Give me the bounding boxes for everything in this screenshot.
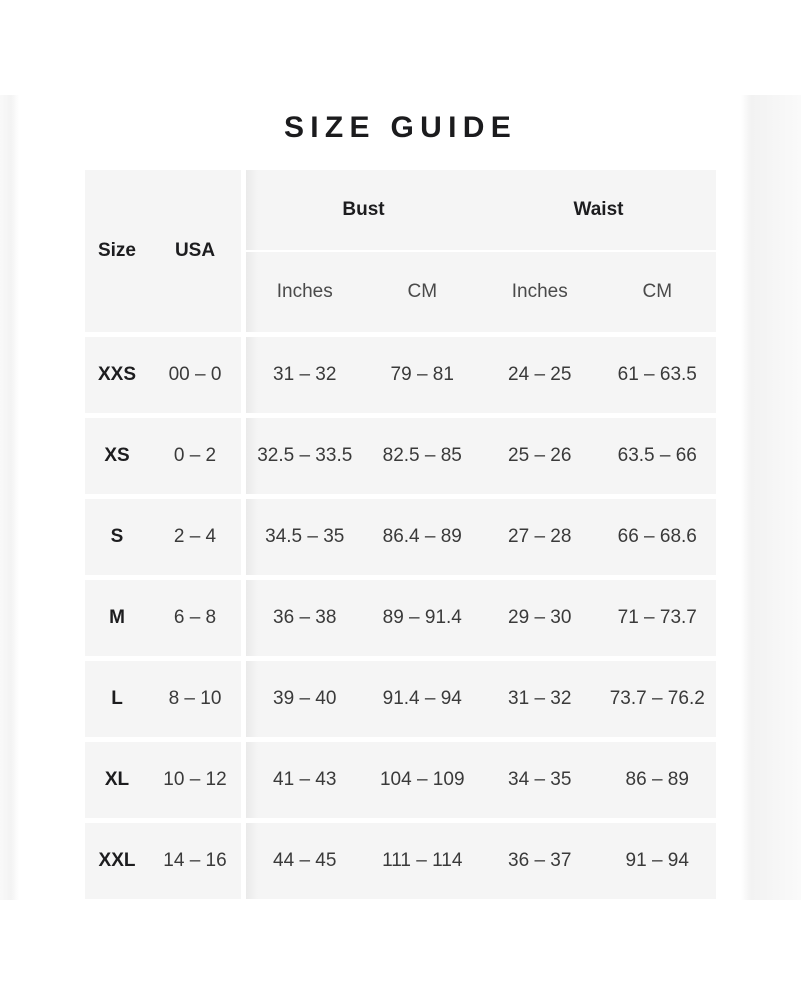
table-row-xl-measurements — [246, 742, 716, 818]
waist-inches-cell: 24 – 25 — [508, 364, 572, 385]
waist-cm-cell: 73.7 – 76.2 — [609, 688, 705, 709]
size-cell: L — [111, 688, 123, 709]
measurement-unit-header — [246, 252, 716, 332]
table-row-s-measurements — [246, 499, 716, 575]
bust-cm-cell: 91.4 – 94 — [382, 688, 462, 709]
usa-cell: 10 – 12 — [163, 769, 227, 790]
waist-inches-cell: 34 – 35 — [508, 769, 572, 790]
bust-inches-cell: 31 – 32 — [273, 364, 337, 385]
waist-inches-cell: 27 – 28 — [508, 526, 572, 547]
bust-inches-cell: 32.5 – 33.5 — [257, 445, 353, 466]
waist-cm-cell: 63.5 – 66 — [617, 445, 697, 466]
bust-cm-cell: 111 – 114 — [382, 850, 463, 871]
table-row-l-labels — [85, 661, 241, 737]
waist-cm-cell: 86 – 89 — [625, 769, 689, 790]
waist-cm-cell: 71 – 73.7 — [617, 607, 697, 628]
waist-cm-cell: 91 – 94 — [625, 850, 689, 871]
waist-group-header: Waist — [573, 199, 624, 220]
bust-cm-cell: 82.5 – 85 — [382, 445, 462, 466]
bust-inches-cell: 39 – 40 — [273, 688, 337, 709]
measurement-group-header — [246, 170, 716, 250]
size-usa-column-block — [85, 170, 241, 904]
waist-inches-cell: 25 – 26 — [508, 445, 572, 466]
page-title: SIZE GUIDE — [283, 111, 518, 144]
waist-inches-cell: 36 – 37 — [508, 850, 572, 871]
waist-inches-header: Inches — [511, 281, 568, 302]
usa-cell: 2 – 4 — [173, 526, 217, 547]
adjacent-slide-right-strip — [741, 95, 801, 900]
measurements-scroll-area[interactable] — [246, 170, 716, 904]
bust-cm-cell: 89 – 91.4 — [382, 607, 462, 628]
size-cell: M — [109, 607, 125, 628]
table-row-xxs-labels — [85, 337, 241, 413]
bust-inches-cell: 34.5 – 35 — [265, 526, 345, 547]
table-row-m-labels — [85, 580, 241, 656]
measurement-rows — [246, 337, 716, 899]
size-usa-header — [85, 170, 241, 332]
bust-cm-cell: 86.4 – 89 — [382, 526, 462, 547]
table-row-xl-labels — [85, 742, 241, 818]
adjacent-slide-left-strip — [0, 95, 19, 900]
bust-group-header: Bust — [342, 199, 385, 220]
bust-cm-cell: 104 – 109 — [379, 769, 465, 790]
bust-inches-cell: 44 – 45 — [273, 850, 337, 871]
bust-cm-cell: 79 – 81 — [390, 364, 454, 385]
size-usa-rows — [85, 337, 241, 899]
table-row-m-measurements — [246, 580, 716, 656]
waist-inches-cell: 29 – 30 — [508, 607, 572, 628]
size-cell: XXS — [97, 364, 137, 385]
table-row-xxl-measurements — [246, 823, 716, 899]
usa-cell: 14 – 16 — [163, 850, 227, 871]
size-column-header: Size — [97, 240, 137, 261]
size-guide-table — [85, 170, 716, 904]
size-cell: XS — [104, 445, 130, 466]
usa-column-header: USA — [174, 240, 216, 261]
usa-cell: 8 – 10 — [168, 688, 222, 709]
waist-cm-cell: 61 – 63.5 — [617, 364, 697, 385]
usa-cell: 00 – 0 — [168, 364, 222, 385]
table-row-xxl-labels — [85, 823, 241, 899]
usa-cell: 0 – 2 — [173, 445, 217, 466]
waist-cm-cell: 66 – 68.6 — [617, 526, 697, 547]
bust-cm-header: CM — [407, 281, 438, 302]
usa-cell: 6 – 8 — [173, 607, 217, 628]
table-row-xs-measurements — [246, 418, 716, 494]
size-cell: XXL — [98, 850, 136, 871]
table-row-s-labels — [85, 499, 241, 575]
waist-inches-cell: 31 – 32 — [508, 688, 572, 709]
bust-inches-cell: 36 – 38 — [273, 607, 337, 628]
table-row-xs-labels — [85, 418, 241, 494]
size-cell: XL — [104, 769, 130, 790]
table-row-xxs-measurements — [246, 337, 716, 413]
bust-inches-header: Inches — [276, 281, 333, 302]
size-cell: S — [110, 526, 124, 547]
table-row-l-measurements — [246, 661, 716, 737]
waist-cm-header: CM — [642, 281, 673, 302]
bust-inches-cell: 41 – 43 — [273, 769, 337, 790]
